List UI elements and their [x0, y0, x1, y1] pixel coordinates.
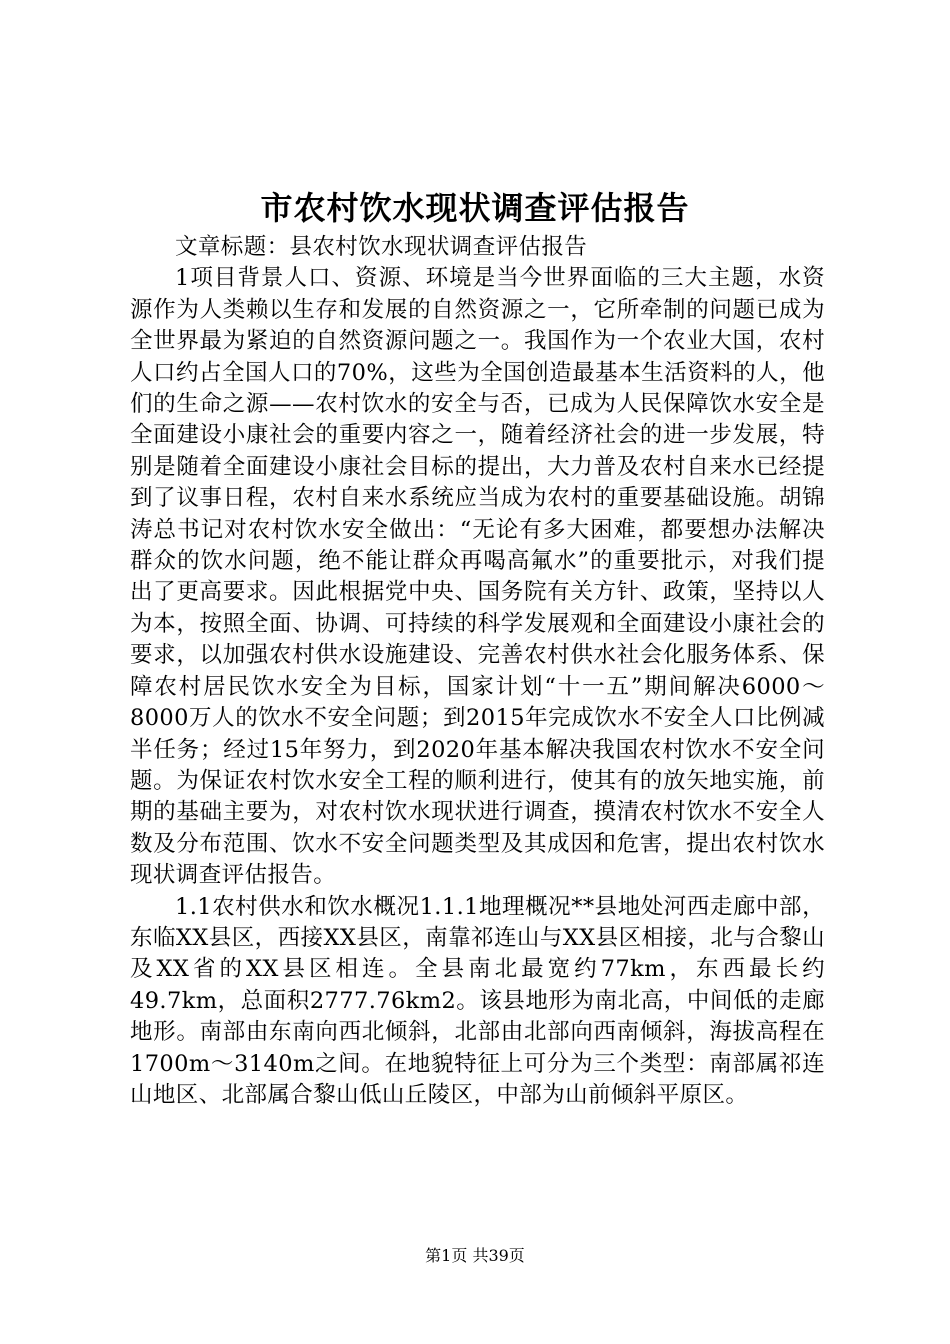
article-heading-paragraph: 文章标题：县农村饮水现状调查评估报告 [175, 234, 588, 260]
geography-overview-paragraph: 1.1农村供水和饮水概况1.1.1地理概况**县地处河西走廊中部，东临XX县区，西接XX县区，南靠祁连山与XX县区相接，北与合黎山及XX省的XX县区相连。全县南北最宽约77km，东西最长约49.7km，总面积2777.76km2。该县地形为南北高，中间低的走廊地形。南部由东南向西北倾斜，北部由北部向西南倾斜，海拔高程在1700m～3140m之间。在地貌特征上可分为三个类型：南部属祁连山地区、北部属合黎山低山丘陵区，中部为山前倾斜平原区。 [130, 893, 825, 1108]
document-title: 市农村饮水现状调查评估报告 [260, 189, 690, 227]
document-body [130, 232, 825, 1111]
page-number-footer: 第1页 共39页 [425, 1246, 525, 1265]
project-background-paragraph: 1项目背景人口、资源、环境是当今世界面临的三大主题，水资源作为人类赖以生存和发展的自然资源之一，它所牵制的问题已成为全世界最为紧迫的自然资源问题之一。我国作为一个农业大国，农村人口约占全国人口的70%，这些为全国创造最基本生活资料的人，他们的生命之源——农村饮水的安全与否，已成为人民保障饮水安全是全面建设小康社会的重要内容之一，随着经济社会的进一步发展，特别是随着全面建设小康社会目标的提出，大力普及农村自来水已经提到了议事日程，农村自来水系统应当成为农村的重要基础设施。胡锦涛总书记对农村饮水安全做出：“无论有多大困难，都要想办法解决群众的饮水问题，绝不能让群众再喝高氟水”的重要批示，对我们提出了更高要求。因此根据党中央、国务院有关方针、政策，坚持以人为本，按照全面、协调、可持续的科学发展观和全面建设小康社会的要求，以加强农村供水设施建设、完善农村供水社会化服务体系、保障农村居民饮水安全为目标，国家计划“十一五”期间解决6000～8000万人的饮水不安全问题；到2015年完成饮水不安全人口比例减半任务；经过15年努力，到2020年基本解决我国农村饮水不安全问题。为保证农村饮水安全工程的顺利进行，使其有的放矢地实施，前期的基础主要为，对农村饮水现状进行调查，摸清农村饮水不安全人数及分布范围、饮水不安全问题类型及其成因和危害，提出农村饮水现状调查评估报告。 [130, 265, 825, 889]
